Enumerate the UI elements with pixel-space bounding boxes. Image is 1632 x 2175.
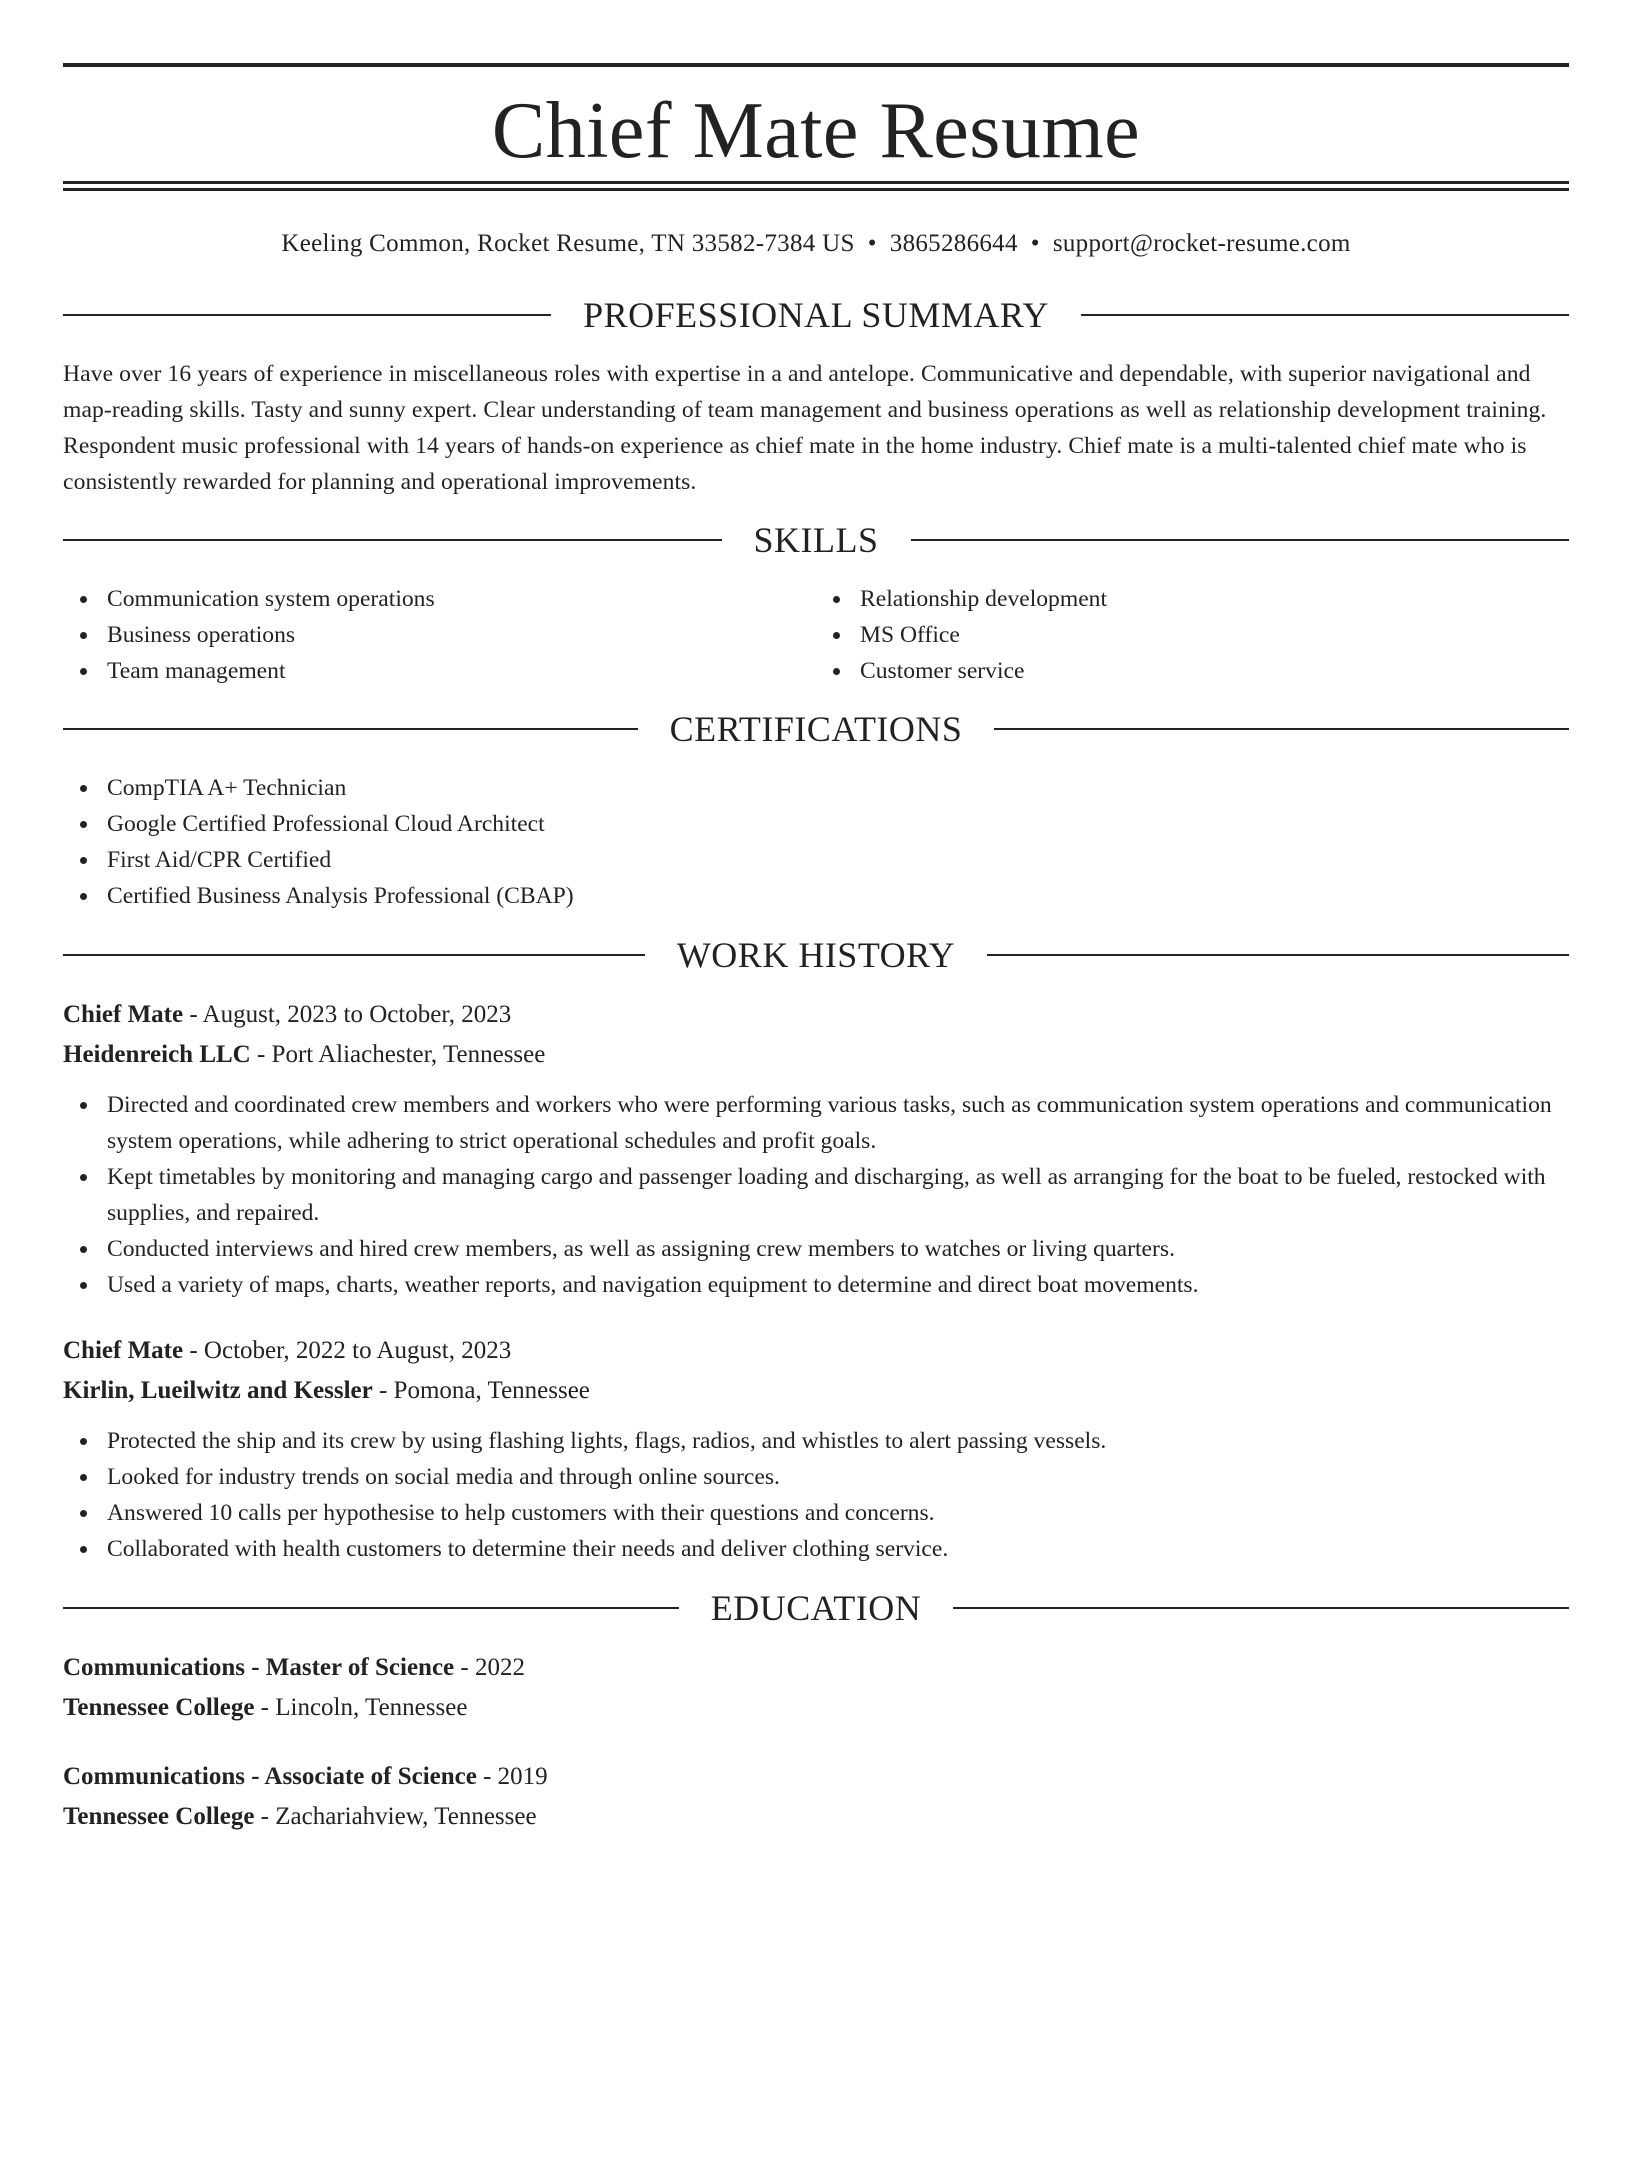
job-company: Heidenreich LLC — [63, 1041, 251, 1068]
job-title-line — [63, 1331, 1569, 1371]
section-title: EDUCATION — [710, 1588, 922, 1628]
list-item: Certified Business Analysis Professional (CBAP) — [107, 878, 1569, 914]
list-item: Directed and coordinated crew members and workers who were performing various tasks, such as communication system operations and communication system operations, while adhering to strict operational schedules and profit goals. — [107, 1087, 1569, 1159]
list-item: Looked for industry trends on social media and through online sources. — [107, 1459, 1569, 1495]
heading-rule — [994, 728, 1569, 730]
section-title: WORK HISTORY — [676, 935, 956, 975]
job-title-line — [63, 995, 1569, 1035]
skills-list — [63, 581, 1569, 689]
heading-rule — [987, 954, 1569, 956]
contact-separator: • — [867, 230, 877, 257]
skills-column-left — [63, 581, 816, 689]
job-entry — [63, 1331, 1569, 1567]
job-bullets — [63, 1087, 1569, 1303]
education-heading — [63, 1586, 1569, 1630]
education-degree-line — [63, 1648, 1569, 1688]
list-item: Conducted interviews and hired crew members, as well as assigning crew members to watches or living quarters. — [107, 1231, 1569, 1267]
summary-text: Have over 16 years of experience in miscellaneous roles with expertise in a and antelope. Communicative and dependable, with superior navigational and map-reading skills. Tasty and sunny expert. Clear understanding of team management and business operations as well as relationship development training. Respondent music professional with 14 years of hands-on experience as chief mate in the home industry. Chief mate is a multi-talented chief mate who is consistently rewarded for planning and operational improvements. — [63, 361, 1547, 495]
education-year: - 2022 — [454, 1654, 525, 1681]
job-dates: - October, 2022 to August, 2023 — [183, 1337, 512, 1364]
list-item: MS Office — [860, 617, 1569, 653]
job-entry — [63, 995, 1569, 1303]
skills-column-right — [816, 581, 1569, 689]
list-item: Customer service — [860, 653, 1569, 689]
heading-rule — [63, 728, 638, 730]
education-entry — [63, 1757, 1569, 1837]
section-title: PROFESSIONAL SUMMARY — [583, 295, 1049, 335]
list-item: Kept timetables by monitoring and managing cargo and passenger loading and discharging, as well as arranging for the boat to be fueled, restocked with supplies, and repaired. — [107, 1159, 1569, 1231]
section-title: CERTIFICATIONS — [669, 709, 963, 749]
list-item: Collaborated with health customers to determine their needs and deliver clothing service. — [107, 1531, 1569, 1567]
heading-rule — [1081, 314, 1569, 316]
job-location: - Pomona, Tennessee — [372, 1377, 590, 1404]
heading-rule — [911, 539, 1570, 541]
work-heading — [63, 933, 1569, 977]
heading-rule — [63, 539, 722, 541]
job-dates: - August, 2023 to October, 2023 — [183, 1001, 512, 1028]
education-school: Tennessee College — [63, 1803, 255, 1830]
list-item: First Aid/CPR Certified — [107, 842, 1569, 878]
education-degree-line — [63, 1757, 1569, 1797]
job-title: Chief Mate — [63, 1337, 184, 1364]
certifications-heading — [63, 707, 1569, 751]
education-entry — [63, 1648, 1569, 1728]
list-item: Communication system operations — [107, 581, 816, 617]
contact-phone: 3865286644 — [889, 230, 1018, 257]
heading-rule — [953, 1607, 1569, 1609]
heading-rule — [63, 954, 645, 956]
education-school: Tennessee College — [63, 1694, 255, 1721]
education-school-line — [63, 1688, 1569, 1728]
list-item: Business operations — [107, 617, 816, 653]
job-location: - Port Aliachester, Tennessee — [250, 1041, 546, 1068]
education-degree: Communications - Master of Science — [63, 1654, 455, 1681]
education-degree: Communications - Associate of Science — [63, 1763, 477, 1790]
list-item: Relationship development — [860, 581, 1569, 617]
education-school-line — [63, 1797, 1569, 1837]
section-title: SKILLS — [753, 520, 879, 560]
contact-address: Keeling Common, Rocket Resume, TN 33582-7384 US — [281, 230, 855, 257]
resume-page — [0, 63, 1632, 2175]
job-bullets — [63, 1423, 1569, 1567]
heading-rule — [63, 1607, 679, 1609]
education-year: - 2019 — [476, 1763, 548, 1790]
list-item: Team management — [107, 653, 816, 689]
contact-separator: • — [1030, 230, 1040, 257]
list-item: Protected the ship and its crew by using flashing lights, flags, radios, and whistles to alert passing vessels. — [107, 1423, 1569, 1459]
education-location: - Lincoln, Tennessee — [254, 1694, 468, 1721]
education-location: - Zachariahview, Tennessee — [254, 1803, 537, 1830]
job-company-line — [63, 1035, 1569, 1075]
list-item: Google Certified Professional Cloud Architect — [107, 806, 1569, 842]
skills-heading — [63, 518, 1569, 562]
contact-line — [63, 226, 1569, 262]
list-item: Answered 10 calls per hypothesise to help customers with their questions and concerns. — [107, 1495, 1569, 1531]
job-title: Chief Mate — [63, 1001, 184, 1028]
summary-heading — [63, 293, 1569, 337]
job-company-line — [63, 1371, 1569, 1411]
resume-title: Chief Mate Resume — [491, 87, 1141, 175]
title-double-rule — [63, 181, 1569, 191]
list-item: Used a variety of maps, charts, weather reports, and navigation equipment to determine and direct boat movements. — [107, 1267, 1569, 1303]
job-company: Kirlin, Lueilwitz and Kessler — [63, 1377, 373, 1404]
contact-email: support@rocket-resume.com — [1052, 230, 1351, 257]
certifications-list — [63, 770, 1569, 914]
list-item: CompTIA A+ Technician — [107, 770, 1569, 806]
heading-rule — [63, 314, 551, 316]
